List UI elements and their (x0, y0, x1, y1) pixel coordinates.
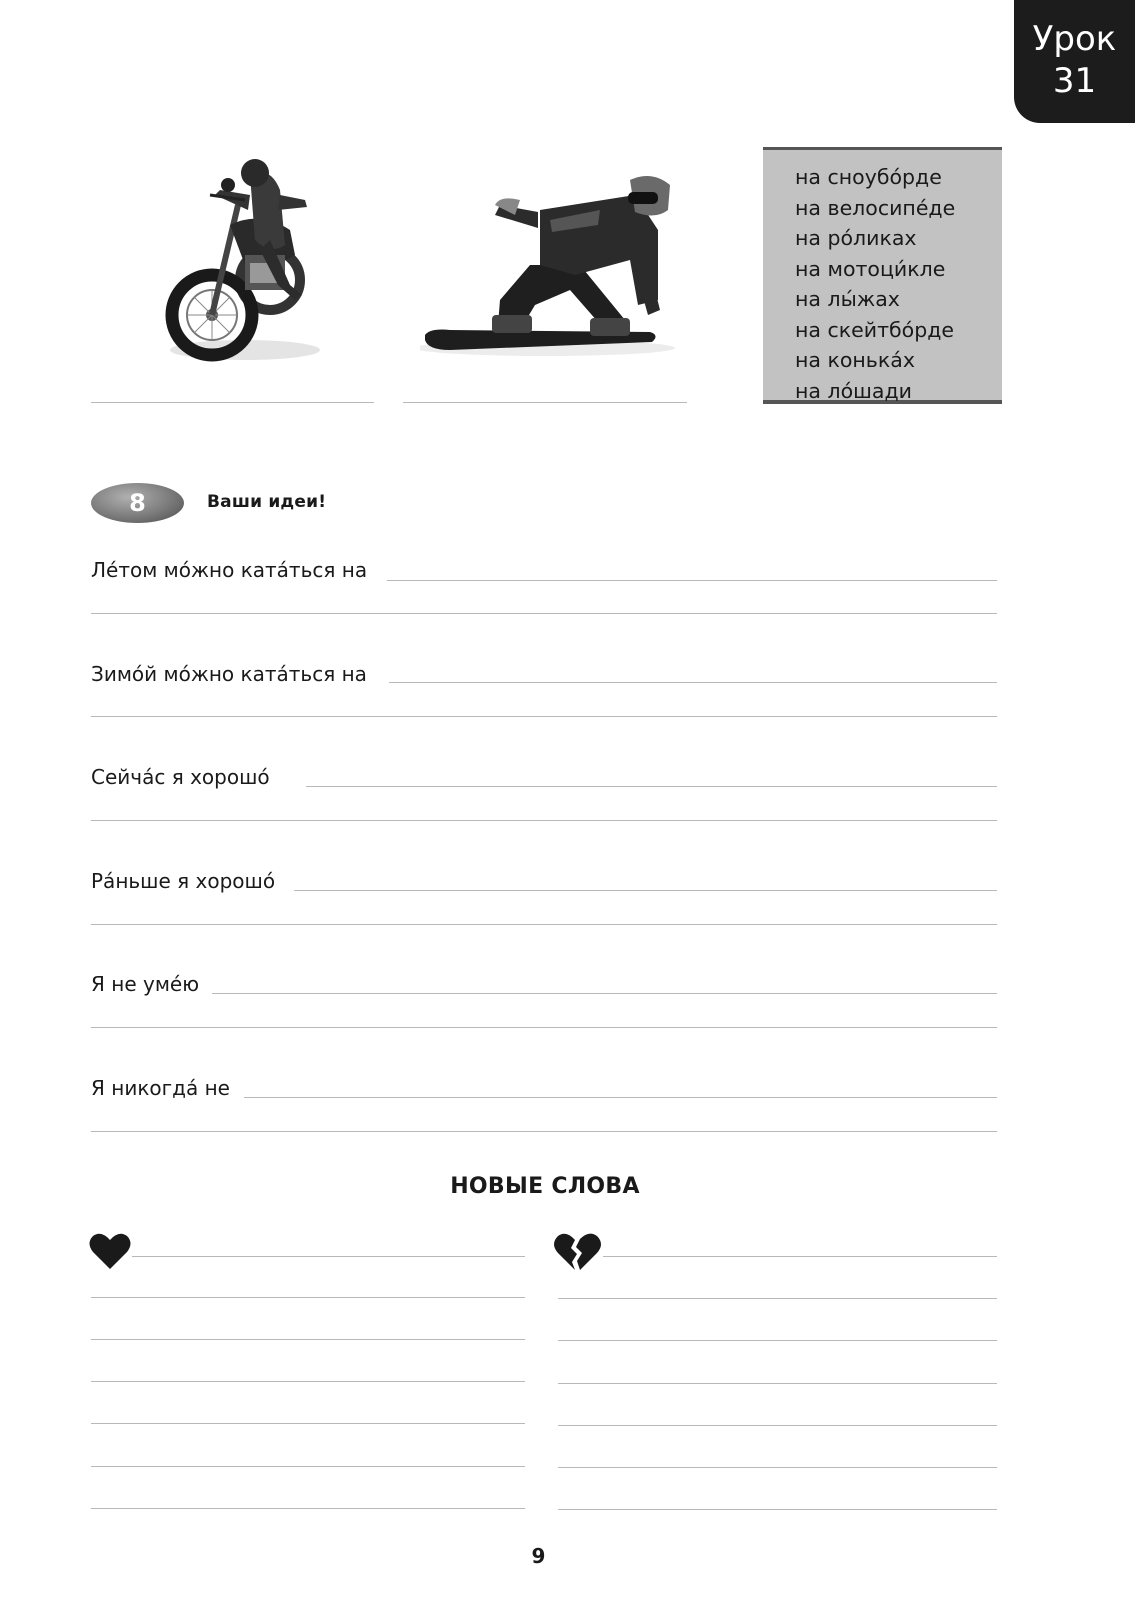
answer-line[interactable] (212, 993, 997, 994)
word-item: на сноубо́рде (795, 165, 942, 189)
answer-line[interactable] (306, 786, 997, 787)
new-word-line-liked[interactable] (91, 1423, 525, 1424)
new-word-line-liked[interactable] (91, 1466, 525, 1467)
new-word-line-disliked[interactable] (558, 1383, 997, 1384)
prompt-text: Зимо́й мо́жно ката́ться на (91, 662, 367, 686)
answer-line[interactable] (91, 924, 997, 925)
motorcycle-image (150, 155, 320, 370)
new-word-line-disliked[interactable] (558, 1298, 997, 1299)
word-item: на мотоци́кле (795, 256, 946, 281)
new-word-line-liked[interactable] (91, 1508, 525, 1509)
new-word-line-disliked[interactable] (558, 1509, 997, 1510)
new-word-line-disliked[interactable] (603, 1256, 997, 1257)
answer-line[interactable] (244, 1097, 997, 1098)
answer-line[interactable] (91, 1131, 997, 1132)
new-word-line-disliked[interactable] (558, 1467, 997, 1468)
word-item: на лы́жах (795, 287, 900, 311)
prompt-text: Ра́ньше я хорошо́ (91, 869, 276, 893)
word-item: на ло́шади (795, 378, 912, 403)
answer-line[interactable] (294, 890, 997, 891)
answer-line[interactable] (389, 682, 997, 683)
snowboarder-image (420, 170, 690, 375)
new-word-line-liked[interactable] (91, 1381, 525, 1382)
prompt-text: Ле́том мо́жно ката́ться на (91, 558, 368, 582)
word-box (763, 147, 1002, 404)
new-word-line-liked[interactable] (91, 1339, 525, 1340)
word-item: на ро́ликах (795, 226, 917, 250)
new-word-line-disliked[interactable] (558, 1425, 997, 1426)
lesson-number: 31 (1052, 61, 1097, 101)
exercise-title: Ваши идеи! (207, 492, 327, 512)
new-word-line-disliked[interactable] (558, 1340, 997, 1341)
answer-line[interactable] (91, 820, 997, 821)
prompt-text: Сейча́с я хорошо́ (91, 765, 270, 789)
answer-line[interactable] (91, 1027, 997, 1028)
answer-line[interactable] (91, 716, 997, 717)
answer-line[interactable] (387, 580, 997, 581)
prompt-text: Я никогда́ не (91, 1076, 230, 1100)
new-words-title: НОВЫЕ СЛОВА (450, 1174, 640, 1199)
caption-line-snowboarder[interactable] (403, 402, 687, 403)
word-item: на скейтбо́рде (795, 317, 954, 342)
answer-line[interactable] (91, 613, 997, 614)
broken-heart-icon (553, 1232, 601, 1276)
word-item: на велосипе́де (795, 195, 956, 220)
new-word-line-liked[interactable] (132, 1256, 525, 1257)
heart-icon (89, 1232, 131, 1274)
lesson-tab (1014, 0, 1135, 123)
lesson-label: Урок (1032, 19, 1117, 59)
word-item: на конька́х (795, 348, 915, 372)
new-word-line-liked[interactable] (91, 1297, 525, 1298)
exercise-number-badge: 8 (91, 483, 184, 523)
page-number: 9 (531, 1544, 546, 1568)
prompt-text: Я не уме́ю (91, 972, 200, 996)
caption-line-motorcycle[interactable] (91, 402, 374, 403)
